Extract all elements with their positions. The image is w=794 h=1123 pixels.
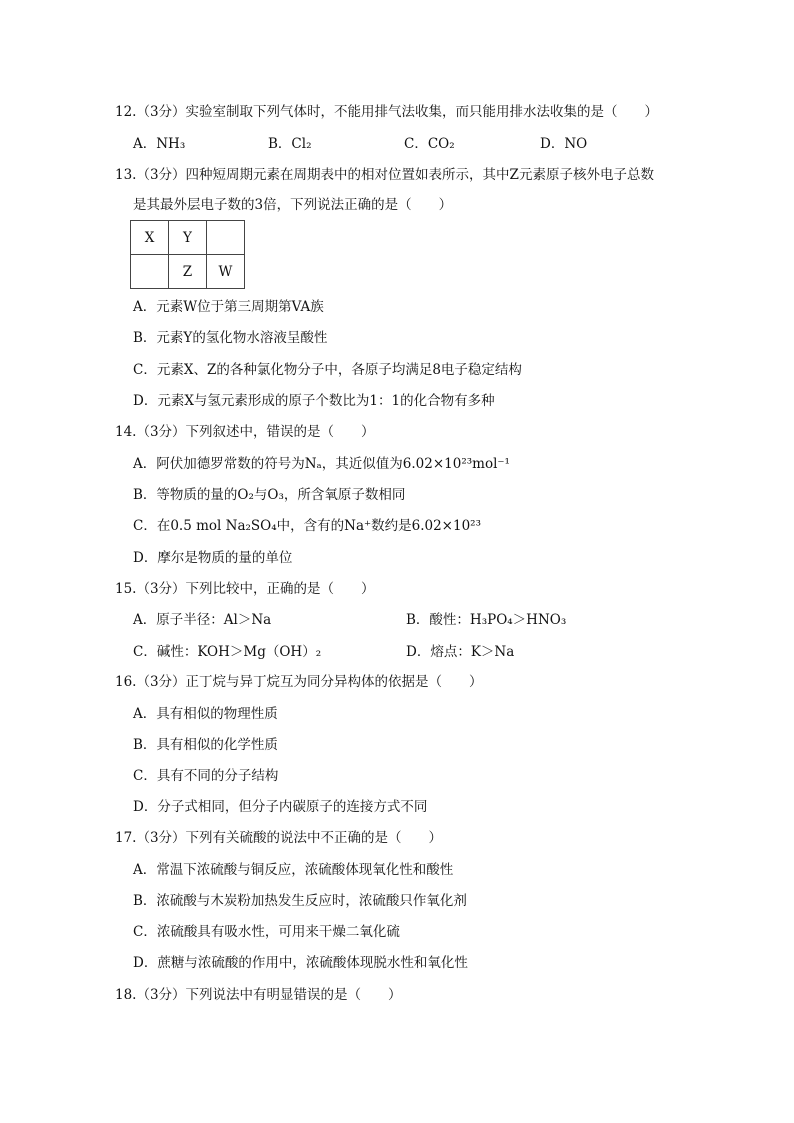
q16-option-b: B．具有相似的化学性质: [133, 737, 278, 753]
table-cell-empty: [131, 255, 169, 289]
q15-option-b: B．酸性：H₃PO₄＞HNO₃: [406, 612, 567, 628]
q14-stem: 14.（3分）下列叙述中，错误的是（ ）: [115, 424, 375, 440]
q16-option-c: C．具有不同的分子结构: [133, 768, 279, 784]
q15-stem: 15.（3分）下列比较中，正确的是（ ）: [115, 581, 375, 597]
table-cell-w: W: [207, 255, 245, 289]
q13-option-a: A．元素W位于第三周期第VA族: [133, 299, 324, 315]
q16-option-d: D．分子式相同，但分子内碳原子的连接方式不同: [133, 799, 428, 815]
q13-option-d: D．元素X与氢元素形成的原子个数比为1：1的化合物有多种: [133, 393, 495, 409]
q17-option-b: B．浓硫酸与木炭粉加热发生反应时，浓硫酸只作氧化剂: [133, 893, 467, 909]
q13-stem-line1: 13.（3分）四种短周期元素在周期表中的相对位置如表所示，其中Z元素原子核外电子总数: [115, 167, 654, 183]
q12-option-c: C．CO₂: [404, 136, 455, 152]
q17-option-c: C．浓硫酸具有吸水性，可用来干燥二氧化硫: [133, 924, 400, 940]
q17-stem: 17.（3分）下列有关硫酸的说法中不正确的是（ ）: [115, 830, 443, 846]
table-cell-empty: [207, 221, 245, 255]
table-row: [131, 255, 245, 289]
q14-option-b: B．等物质的量的O₂与O₃，所含氧原子数相同: [133, 487, 406, 503]
periodic-position-table: [130, 220, 245, 289]
q15-option-a: A．原子半径：Al＞Na: [133, 612, 272, 628]
q16-stem: 16.（3分）正丁烷与异丁烷互为同分异构体的依据是（ ）: [115, 674, 483, 690]
q12-stem: 12.（3分）实验室制取下列气体时，不能用排气法收集，而只能用排水法收集的是（ ）: [115, 104, 659, 120]
q14-option-a: A．阿伏加德罗常数的符号为Nₐ，其近似值为6.02×10²³mol⁻¹: [133, 456, 510, 472]
q12-option-d: D．NO: [540, 136, 588, 152]
table-cell-x: X: [131, 221, 169, 255]
q16-option-a: A．具有相似的物理性质: [133, 706, 278, 722]
q13-stem-line2: 是其最外层电子数的3倍，下列说法正确的是（ ）: [133, 197, 453, 213]
q14-option-c: C．在0.5 mol Na₂SO₄中，含有的Na⁺数约是6.02×10²³: [133, 518, 481, 534]
table-row: [131, 221, 245, 255]
q13-option-c: C．元素X、Z的各种氯化物分子中，各原子均满足8电子稳定结构: [133, 362, 522, 378]
q17-option-d: D．蔗糖与浓硫酸的作用中，浓硫酸体现脱水性和氧化性: [133, 955, 468, 971]
q12-option-b: B．Cl₂: [268, 136, 312, 152]
q15-option-d: D．熔点：K＞Na: [406, 644, 515, 660]
q14-option-d: D．摩尔是物质的量的单位: [133, 550, 293, 566]
q12-option-a: A．NH₃: [133, 136, 186, 152]
q18-stem: 18.（3分）下列说法中有明显错误的是（ ）: [115, 987, 402, 1003]
q13-option-b: B．元素Y的氢化物水溶液呈酸性: [133, 330, 328, 346]
q17-option-a: A．常温下浓硫酸与铜反应，浓硫酸体现氧化性和酸性: [133, 862, 454, 878]
table-cell-z: Z: [169, 255, 207, 289]
q15-option-c: C．碱性：KOH＞Mg（OH）₂: [133, 644, 322, 660]
table-cell-y: Y: [169, 221, 207, 255]
